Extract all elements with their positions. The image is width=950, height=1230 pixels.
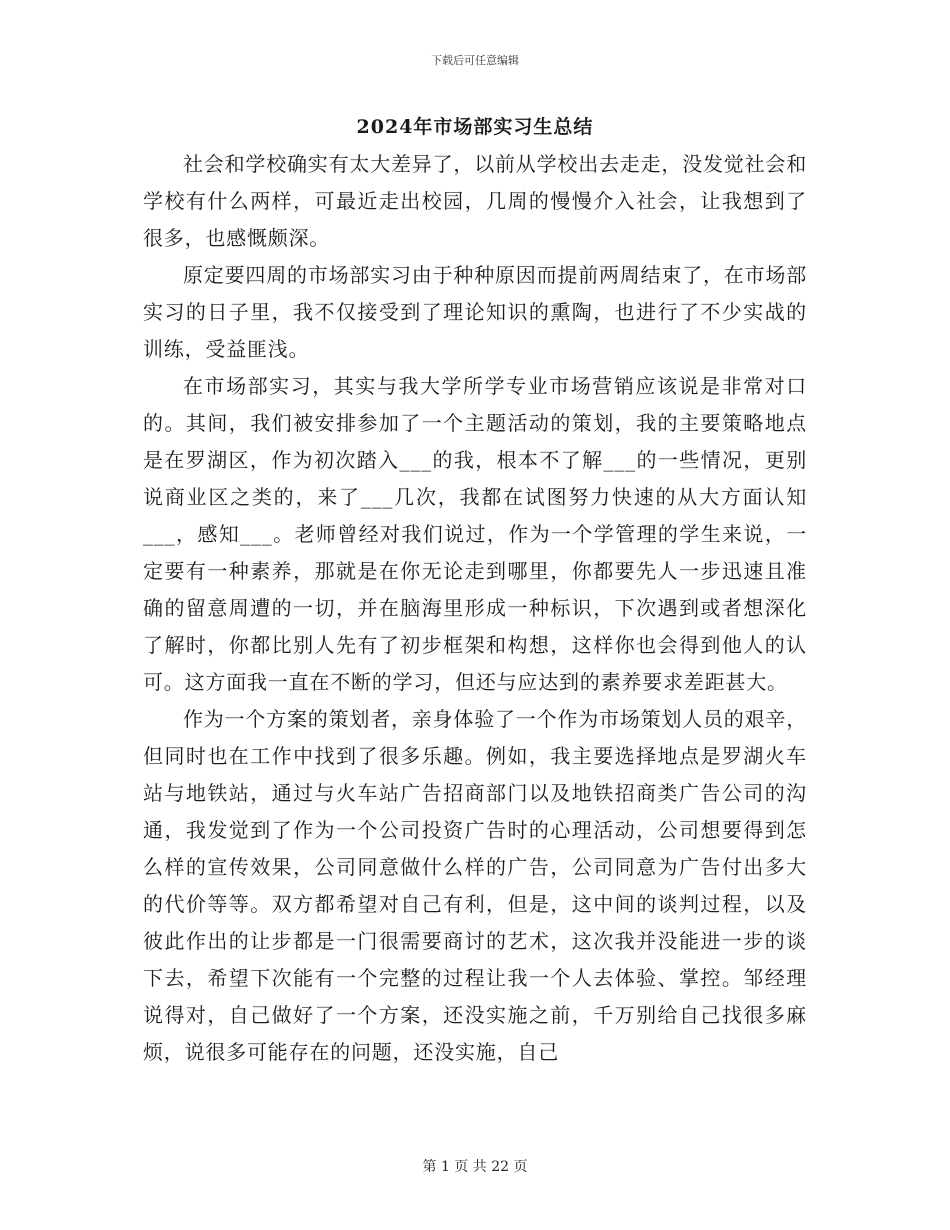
paragraph-2: 原定要四周的市场部实习由于种种原因而提前两周结束了，在市场部实习的日子里，我不仅接受到了理论知识的熏陶，也进行了不少实战的训练，受益匪浅。	[143, 263, 807, 361]
paragraph-3: 在市场部实习，其实与我大学所学专业市场营销应该说是非常对口的。其间，我们被安排参加了一个主题活动的策划，我的主要策略地点是在罗湖区，作为初次踏入___的我，根本不了解___的一些情况，更别说商业区之类的，来了___几次，我都在试图努力快速的从大方面认知___，感知___。老师曾经对我们说过，作为一个学管理的学生来说，一定要有一种素养，那就是在你无论走到哪里，你都要先人一步迅速且准确的留意周遭的一切，并在脑海里形成一种标识，下次遇到或者想深化了解时，你都比别人先有了初步框架和构想，这样你也会得到他人的认可。这方面我一直在不断的学习，但还与应达到的素养要求差距甚大。	[143, 374, 807, 694]
paragraph-1: 社会和学校确实有太大差异了，以前从学校出去走走，没发觉社会和学校有什么两样，可最近走出校园，几周的慢慢介入社会，让我想到了很多，也感慨颇深。	[143, 152, 807, 250]
paragraph-4: 作为一个方案的策划者，亲身体验了一个作为市场策划人员的艰辛，但同时也在工作中找到了很多乐趣。例如，我主要选择地点是罗湖火车站与地铁站，通过与火车站广告招商部门以及地铁招商类广告公司的沟通，我发觉到了作为一个公司投资广告时的心理活动，公司想要得到怎么样的宣传效果，公司同意做什么样的广告，公司同意为广告付出多大的代价等等。双方都希望对自己有利，但是，这中间的谈判过程，以及彼此作出的让步都是一门很需要商讨的艺术，这次我并没能进一步的谈下去，希望下次能有一个完整的过程让我一个人去体验、掌控。邹经理说得对，自己做好了一个方案，还没实施之前，千万别给自己找很多麻烦，说很多可能存在的问题，还没实施，自己	[143, 707, 807, 1064]
document-title: 2024年市场部实习生总结	[356, 116, 594, 138]
header-note: 下载后可任意编辑	[431, 54, 519, 67]
page-number: 第 1 页 共 22 页	[422, 1159, 528, 1175]
document-body	[143, 146, 807, 1071]
